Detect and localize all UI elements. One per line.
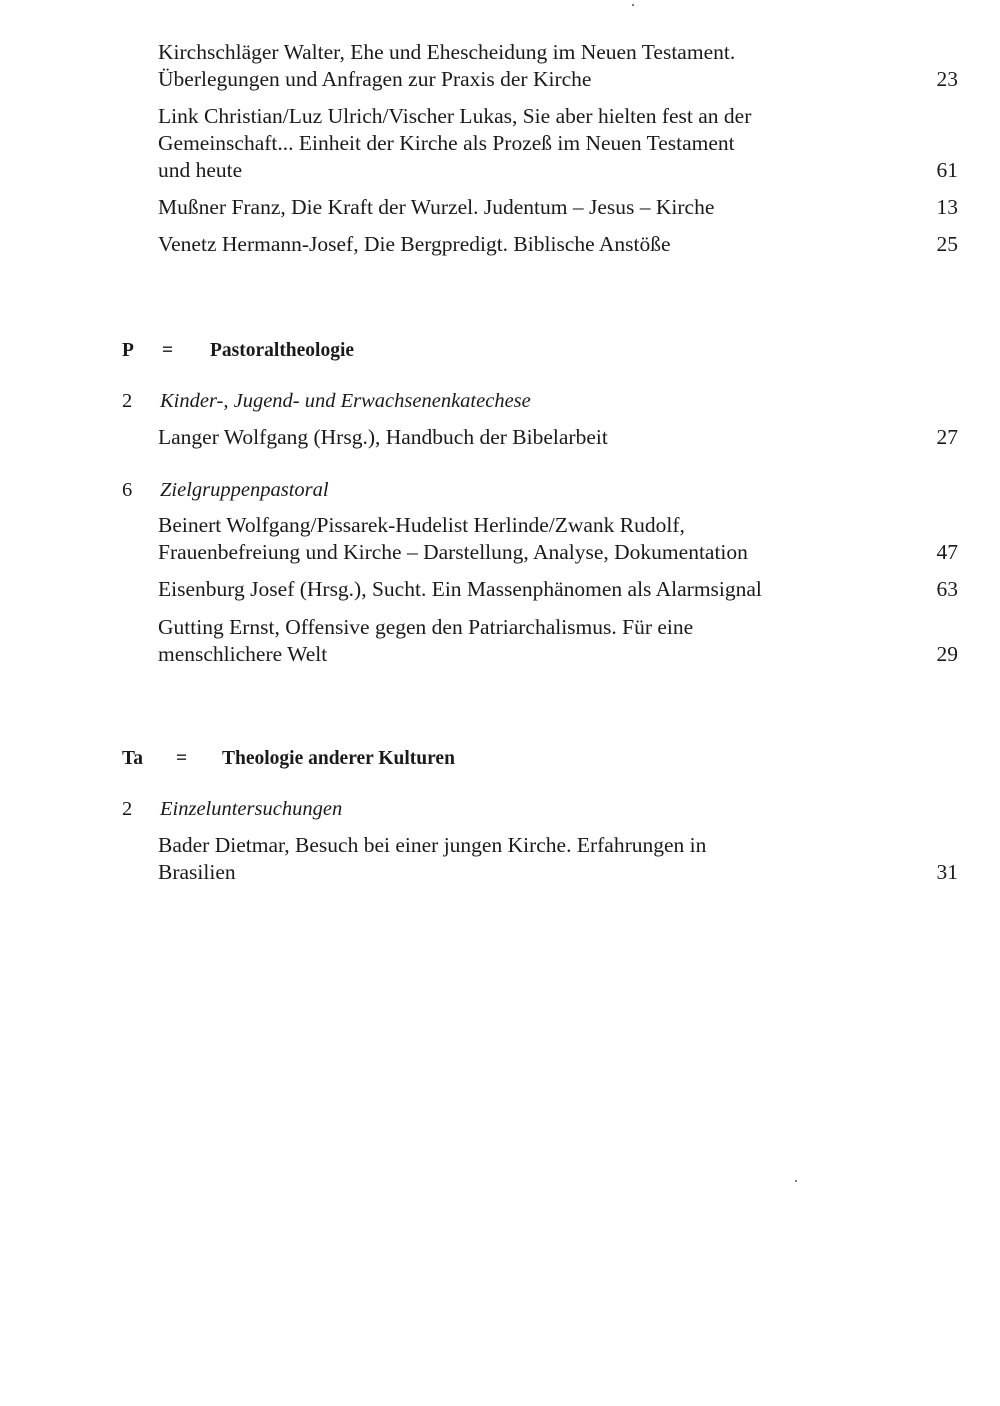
section-equals: = — [162, 340, 174, 361]
entry-line: Beinert Wolfgang/Pissarek-Hudelist Herlinde/Zwank Rudolf, — [158, 513, 685, 537]
subsection-code: 6 — [122, 479, 133, 501]
page-number: 25 — [936, 232, 958, 256]
index-entry — [158, 832, 958, 886]
section-code: Ta — [122, 748, 143, 769]
entry-line: Kirchschläger Walter, Ehe und Ehescheidung im Neuen Testament. — [158, 40, 736, 64]
index-entry — [158, 614, 958, 668]
page-number: 29 — [936, 642, 958, 666]
entry-line: Brasilien — [158, 860, 236, 884]
index-entry — [158, 103, 958, 184]
index-entry — [158, 231, 958, 258]
entry-line: menschlichere Welt — [158, 642, 328, 666]
page-number: 23 — [936, 67, 958, 91]
entry-line: Frauenbefreiung und Kirche – Darstellung, Analyse, Dokumentation — [158, 540, 748, 564]
page-number: 61 — [936, 158, 958, 182]
section-title: Theologie anderer Kulturen — [222, 748, 455, 769]
index-entry — [158, 512, 958, 566]
page-number: 63 — [936, 577, 958, 601]
index-entry — [158, 424, 958, 451]
section-title: Pastoraltheologie — [210, 340, 355, 361]
entry-line: Langer Wolfgang (Hrsg.), Handbuch der Bibelarbeit — [158, 425, 608, 449]
subsection-title: Zielgruppenpastoral — [160, 479, 329, 501]
index-entry — [158, 39, 958, 93]
subsection-code: 2 — [122, 798, 133, 820]
subsection-code: 2 — [122, 390, 133, 412]
scan-speck — [632, 4, 634, 6]
page-number: 31 — [936, 860, 958, 884]
subsection-title: Einzeluntersuchungen — [160, 798, 343, 820]
entry-line: Gutting Ernst, Offensive gegen den Patriarchalismus. Für eine — [158, 615, 694, 639]
entry-line: und heute — [158, 158, 243, 182]
entry-line: Mußner Franz, Die Kraft der Wurzel. Judentum – Jesus – Kirche — [158, 195, 715, 219]
entry-line: Überlegungen und Anfragen zur Praxis der Kirche — [158, 67, 592, 91]
entry-line: Eisenburg Josef (Hrsg.), Sucht. Ein Massenphänomen als Alarmsignal — [158, 577, 762, 601]
scan-speck — [795, 1180, 797, 1182]
entry-line: Gemeinschaft... Einheit der Kirche als Prozeß im Neuen Testament — [158, 131, 735, 155]
index-entry — [158, 194, 958, 221]
index-entry — [158, 576, 958, 603]
page-number: 27 — [936, 425, 958, 449]
section-equals: = — [176, 748, 188, 769]
section-code: P — [122, 340, 134, 361]
entry-line: Bader Dietmar, Besuch bei einer jungen Kirche. Erfahrungen in — [158, 833, 707, 857]
entry-line: Venetz Hermann-Josef, Die Bergpredigt. Biblische Anstöße — [158, 232, 671, 256]
entry-line: Link Christian/Luz Ulrich/Vischer Lukas, Sie aber hielten fest an der — [158, 104, 752, 128]
subsection-title: Kinder-, Jugend- und Erwachsenenkatechese — [160, 390, 531, 412]
page-number: 13 — [936, 195, 958, 219]
page-number: 47 — [936, 540, 958, 564]
